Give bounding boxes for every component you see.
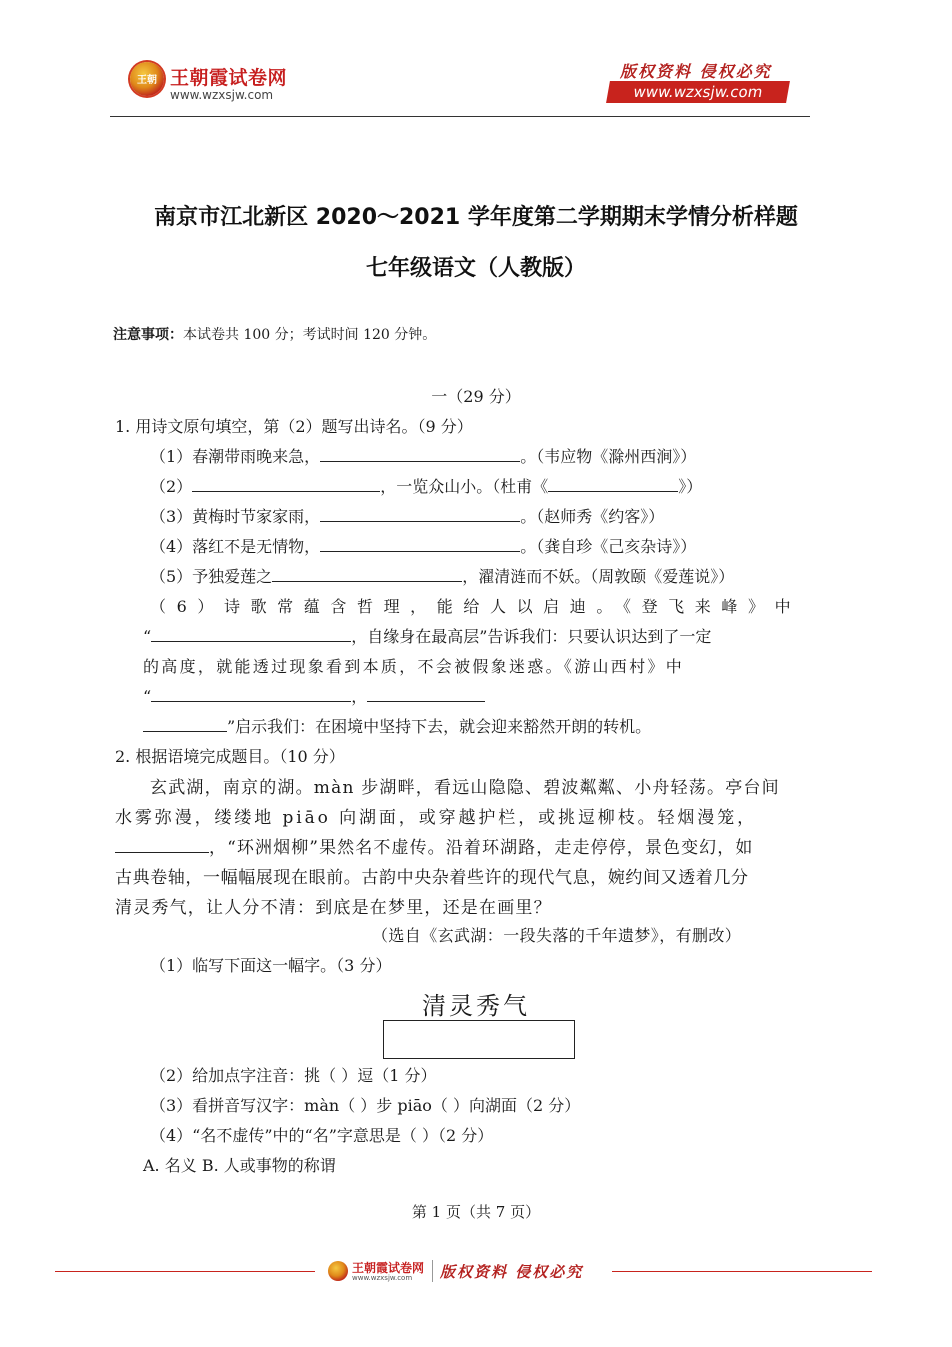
url-banner: www.wzxsjw.com (606, 81, 790, 103)
q1-item-6-line-5 (143, 714, 651, 737)
answer-blank[interactable] (115, 837, 209, 853)
q1-item-6-line-2 (143, 624, 711, 647)
footer-divider (432, 1260, 433, 1282)
q1-item-1-post: 。（韦应物《滁州西涧》） (520, 447, 697, 466)
passage-line-3 (115, 833, 753, 858)
copyright-notice: 版权资料 侵权必究 (620, 62, 772, 81)
answer-blank[interactable] (151, 626, 351, 642)
exam-subtitle: 七年级语文（人教版） (365, 256, 586, 281)
q1-item-5 (150, 564, 734, 587)
passage-source: （选自《玄武湖：一段失落的千年遗梦》，有删改） (372, 926, 742, 945)
q1-item-5-post: ，濯清涟而不妖。（周敦颐《爱莲说》） (462, 567, 735, 586)
q2-sub-1: （1）临写下面这一幅字。（3 分） (150, 956, 392, 975)
logo-name: 王朝霞试卷网 (170, 67, 288, 89)
question-1-stem: 1. 用诗文原句填空，第（2）题写出诗名。（9 分） (115, 417, 473, 436)
q1-item-6-line-5-text: ”启示我们：在困境中坚持下去，就会迎来豁然开朗的转机。 (227, 717, 652, 736)
q2-options: A. 名义 B. 人或事物的称谓 (143, 1156, 336, 1175)
logo-badge-icon (130, 62, 164, 96)
q1-item-6-line-1: （6）诗歌常蕴含哲理，能给人以启迪。《登飞来峰》中 (150, 597, 802, 616)
q1-item-6-line-2-text: ，自缘身在最高层”告诉我们：只要认识达到了一定 (351, 627, 712, 646)
footer-logo-url: www.wzxsjw.com (352, 1274, 413, 1282)
q2-sub-3: （3）看拼音写汉字：màn（ ）步 piāo（ ）向湖面（2 分） (150, 1096, 581, 1115)
notice-text: 本试卷共 100 分；考试时间 120 分钟。 (183, 327, 437, 343)
q1-item-3-post: 。（赵师秀《约客》） (520, 507, 665, 526)
passage-line-3-text: ，“环洲烟柳”果然名不虚传。沿着环湖路，走走停停，景色变幻，如 (209, 838, 754, 858)
passage-line-1: 玄武湖，南京的湖。màn 步湖畔，看远山隐隐、碧波粼粼、小舟轻荡。亭台间 (150, 778, 780, 798)
q1-item-3 (150, 504, 664, 527)
footer-copyright-notice: 版权资料 侵权必究 (440, 1263, 584, 1281)
footer-logo-name: 王朝霞试卷网 (352, 1261, 425, 1275)
logo-url: www.wzxsjw.com (170, 88, 274, 102)
passage-line-5: 清灵秀气，让人分不清：到底是在梦里，还是在画里？ (115, 898, 552, 918)
section-heading: 一（29 分） (431, 387, 521, 406)
notice-label: 注意事项： (113, 327, 183, 343)
header-divider (110, 116, 810, 117)
answer-blank[interactable] (143, 716, 227, 732)
question-2-stem: 2. 根据语境完成题目。（10 分） (115, 747, 345, 766)
calligraphy-sample: 清灵秀气 (422, 992, 530, 1020)
q1-item-2-post: 》） (678, 477, 703, 496)
exam-notice (113, 324, 436, 344)
q1-item-6-quote-open: “ (143, 627, 152, 646)
calligraphy-answer-box[interactable] (383, 1020, 575, 1059)
q1-item-4-pre: （4）落红不是无情物， (150, 537, 321, 556)
footer-logo-icon (328, 1261, 348, 1281)
q1-item-4 (150, 534, 696, 557)
q1-item-2-pre: （2） (150, 477, 193, 496)
q1-item-1-pre: （1）春潮带雨晚来急， (150, 447, 321, 466)
q2-sub-4: （4）“名不虚传”中的“名”字意思是（ ）（2 分） (150, 1126, 494, 1145)
footer-rule-left (55, 1271, 315, 1272)
q1-item-2 (150, 474, 702, 497)
answer-blank[interactable] (320, 536, 520, 552)
answer-blank[interactable] (272, 566, 462, 582)
answer-blank[interactable] (192, 476, 380, 492)
passage-line-4: 古典卷轴，一幅幅展现在眼前。古韵中央杂着些许的现代气息，婉约间又透着几分 (115, 868, 749, 888)
q1-item-2-mid: ，一览众山小。（杜甫《 (380, 477, 549, 496)
q1-item-1 (150, 444, 696, 467)
q1-item-5-pre: （5）予独爱莲之 (150, 567, 273, 586)
q1-item-3-pre: （3）黄梅时节家家雨， (150, 507, 321, 526)
passage-line-2: 水雾弥漫，缕缕地 piāo 向湖面，或穿越护栏，或挑逗柳枝。轻烟漫笼， (115, 808, 757, 828)
exam-title: 南京市江北新区 2020～2021 学年度第二学期期末学情分析样题 (154, 205, 798, 230)
q2-sub-2: （2）给加点字注音：挑（ ）逗（1 分） (150, 1066, 437, 1085)
q1-item-6-line-4 (143, 684, 485, 707)
page-number: 第 1 页（共 7 页） (411, 1203, 541, 1221)
answer-blank[interactable] (320, 446, 520, 462)
q1-item-6-line-3: 的高度，就能透过现象看到本质，不会被假象迷惑。《游山西村》中 (143, 657, 685, 676)
q1-item-4-post: 。（龚自珍《己亥杂诗》） (520, 537, 697, 556)
footer-rule-right (612, 1271, 872, 1272)
answer-blank[interactable] (151, 686, 351, 702)
logo-badge-text: 王朝 (137, 75, 157, 86)
answer-blank[interactable] (548, 476, 678, 492)
answer-blank[interactable] (320, 506, 520, 522)
q1-item-6-comma: ， (351, 687, 368, 706)
q1-item-6-quote-open-2: “ (143, 687, 152, 706)
answer-blank[interactable] (367, 686, 485, 702)
